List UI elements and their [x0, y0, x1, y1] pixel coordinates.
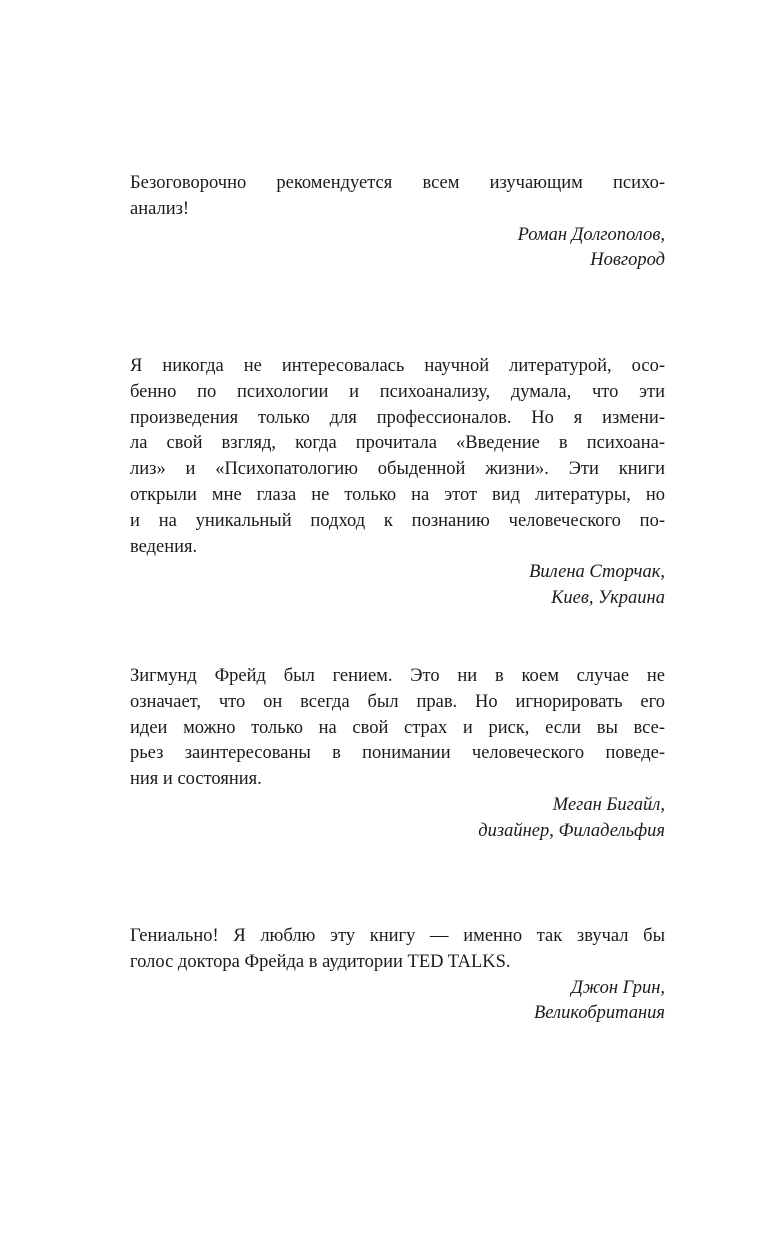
review-place: Новгород — [590, 250, 665, 271]
review-place: Великобритания — [534, 1003, 665, 1024]
review-text-line: Безоговорочно рекомендуется всем изучающим психо- — [130, 173, 665, 193]
review-text-line: рьез заинтересованы в понимании человеческого поведе- — [130, 743, 665, 764]
review-text-line: идеи можно только на свой страх и риск, если вы все- — [130, 717, 665, 738]
review-author: Роман Долгополов, — [517, 224, 665, 245]
review-3 — [130, 664, 665, 845]
review-text-line: открыли мне глаза не только на этот вид литературы, но — [130, 484, 665, 505]
review-text-line: бенно по психологии и психоанализу, думала, что эти — [130, 381, 665, 402]
review-text-line: Гениально! Я люблю эту книгу — именно так звучал бы — [130, 926, 665, 946]
review-text-line: лиз» и «Психопатологию обыденной жизни». Эти книги — [130, 459, 665, 480]
review-text-line: Я никогда не интересовалась научной литературой, осо- — [130, 356, 665, 376]
review-text-line: ния и состояния. — [130, 769, 262, 790]
review-4 — [130, 924, 665, 1027]
review-text-line: голос доктора Фрейда в аудитории TED TALKS. — [130, 951, 511, 972]
review-text-line: означает, что он всегда был прав. Но игнорировать его — [130, 691, 665, 712]
review-2 — [130, 354, 665, 612]
review-text-line: ла свой взгляд, когда прочитала «Введение в психоана- — [130, 433, 665, 454]
review-text-line: Зигмунд Фрейд был гением. Это ни в коем случае не — [130, 666, 665, 686]
review-text-line: и на уникальный подход к познанию человеческого по- — [130, 510, 665, 531]
review-text-line: анализ! — [130, 198, 190, 219]
review-author: Джон Грин, — [571, 977, 665, 998]
review-text-line: произведения только для профессионалов. Но я измени- — [130, 407, 665, 428]
review-author: Меган Бигайл, — [552, 794, 665, 815]
review-text-line: ведения. — [130, 536, 198, 557]
review-place: Киев, Украина — [551, 588, 665, 609]
review-place: дизайнер, Филадельфия — [478, 820, 665, 841]
review-1 — [130, 171, 665, 274]
review-author: Вилена Сторчак, — [529, 562, 665, 583]
